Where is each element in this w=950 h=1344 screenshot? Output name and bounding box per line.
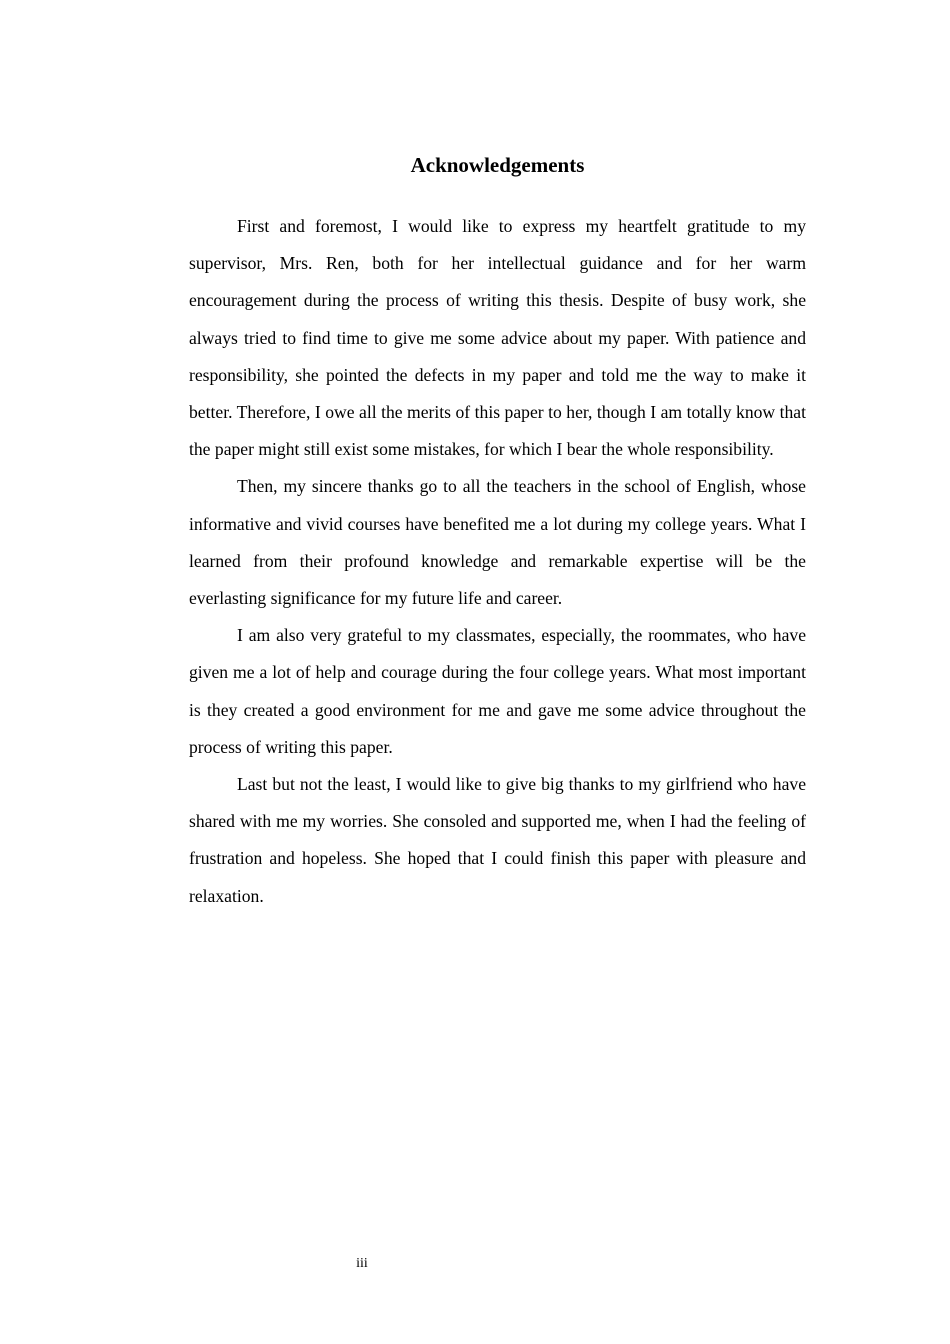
acknowledgements-body — [189, 208, 806, 915]
paragraph-girlfriend: Last but not the least, I would like to give big thanks to my girlfriend who have shared with me my worries. She consoled and supported me, when I had the feeling of frustration and hopeless. She hoped that I could finish this paper with pleasure and relaxation. — [189, 774, 806, 906]
page-title: Acknowledgements — [410, 153, 585, 177]
page-number: iii — [356, 1256, 368, 1271]
paragraph-supervisor: First and foremost, I would like to express my heartfelt gratitude to my supervisor, Mrs. Ren, both for her intellectual guidance and for her warm encouragement during the process of writing this thesis. Despite of busy work, she always tried to find time to give me some advice about my paper. With patience and responsibility, she pointed the defects in my paper and told me the way to make it better. Therefore, I owe all the merits of this paper to her, though I am totally know that the paper might still exist some mistakes, for which I bear the whole responsibility. — [189, 216, 806, 460]
paragraph-teachers: Then, my sincere thanks go to all the teachers in the school of English, whose informative and vivid courses have benefited me a lot during my college years. What I learned from their profound knowledge and remarkable expertise will be the everlasting significance for my future life and career. — [189, 476, 806, 609]
paragraph-classmates: I am also very grateful to my classmates, especially, the roommates, who have given me a lot of help and courage during the four college years. What most important is they created a good environment for me and gave me some advice throughout the process of writing this paper. — [189, 625, 806, 757]
